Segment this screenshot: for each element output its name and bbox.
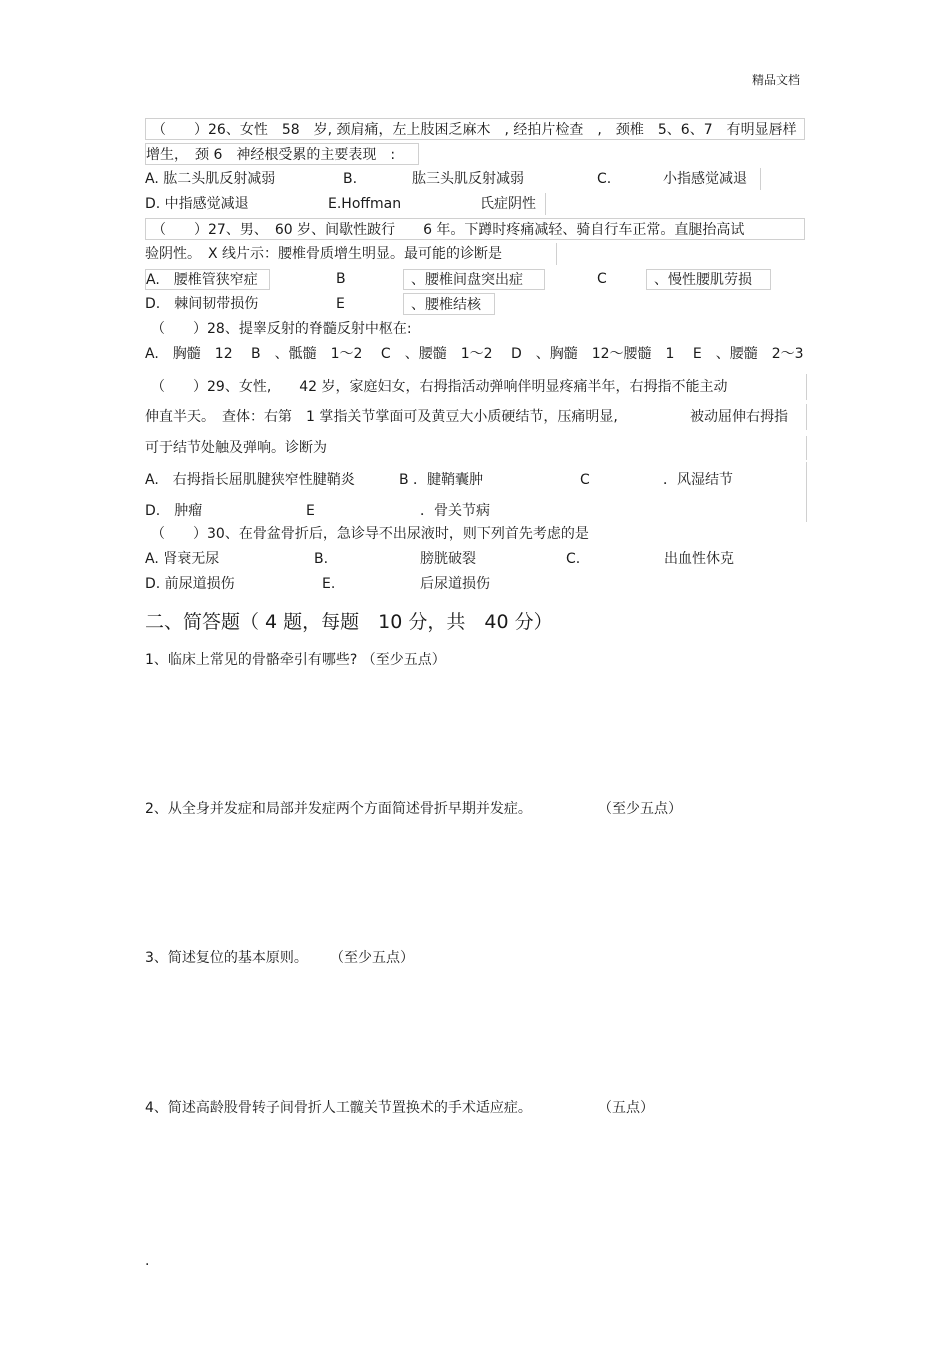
q29-stem-line2a: 伸直半天。 查体：右第 1 掌指关节掌面可及黄豆大小质硬结节，压痛明显, [145,409,618,425]
short-answer-2-note: （至少五点） [598,801,682,817]
q27-option-c-letter: C [597,271,607,287]
q29-option-d: D. 肿瘤 [145,503,203,519]
q27-option-c: 、慢性腰肌劳损 [646,269,771,290]
q26-option-e: 氏症阴性 [480,193,546,215]
footer-dot: . [145,1253,150,1269]
q27-option-a: A. 腰椎管狭窄症 [145,269,270,290]
short-answer-3: 3、简述复位的基本原则。 [145,950,308,966]
q29-option-e: ．骨关节病 [420,503,490,519]
q29-option-a: A. 右拇指长屈肌腱狭窄性腱鞘炎 [145,472,355,488]
q30-option-d: D. 前尿道损伤 [145,576,235,592]
q27-option-e-letter: E [336,296,345,312]
q27-stem-line1: （ ）27、男、 60 岁、间歇性跛行 6 年。下蹲时疼痛减轻、骑自行车正常。直腿抬高试 [145,218,805,240]
q27-option-b: 、腰椎间盘突出症 [403,269,545,290]
short-answer-1: 1、临床上常见的骨骼牵引有哪些? （至少五点） [145,652,446,668]
q29-stem-line1: （ ）29、女性, 42 岁，家庭妇女，右拇指活动弹响伴明显疼痛半年，右拇指不能主动 [145,374,807,400]
q27-option-e: 、腰椎结核 [403,293,495,315]
q26-option-c: 小指感觉减退 [663,168,761,190]
q29-option-b: B ．腱鞘囊肿 [399,472,484,488]
q26-option-c-letter: C. [597,171,612,187]
section-title: 二、简答题（ 4 题，每题 10 分，共 40 分） [145,611,553,633]
q30-option-c-letter: C. [566,551,581,567]
q27-stem-line2: 验阴性。 X 线片示：腰椎骨质增生明显。最可能的诊断是 [145,243,557,265]
page-header-label: 精品文档 [752,73,801,87]
q30-option-a: A. 肾衰无尿 [145,551,220,567]
q26-option-b: 肱三头肌反射减弱 [412,171,524,187]
q30-stem: （ ）30、在骨盆骨折后，急诊导不出尿液时，则下列首先考虑的是 [151,526,589,542]
q30-option-c: 出血性休克 [664,551,734,567]
q26-option-a: A. 肱二头肌反射减弱 [145,171,276,187]
q28-options: A. 胸髓 12 B 、骶髓 1～2 C 、腰髓 1～2 D 、胸髓 12～腰髓 1 E 、腰髓 2～3 [145,346,804,362]
short-answer-4-note: （五点） [598,1100,654,1116]
q29-option-c-letter: C [580,472,590,488]
q30-option-b-letter: B. [314,551,329,567]
q29-option-c: ．风湿结节 [663,472,733,488]
q26-stem-line1: （ ）26、女性 58 岁, 颈肩痛，左上肢困乏麻木 , 经拍片检查 , 颈椎 5、6、7 有明显唇样 [145,118,805,140]
q29-option-e-letter: E [306,503,315,519]
q28-stem: （ ）28、提睾反射的脊髓反射中枢在: [151,321,412,337]
q29-stem-line2b: 被动屈伸右拇指 [690,404,807,430]
q26-option-d: D. 中指感觉减退 [145,196,249,212]
q27-option-d: D. 棘间韧带损伤 [145,296,259,312]
q29-stem-line3: 可于结节处触及弹响。诊断为 [145,436,807,460]
short-answer-2: 2、从全身并发症和局部并发症两个方面简述骨折早期并发症。 [145,801,532,817]
q26-option-b-letter: B. [343,171,358,187]
q29-box-edge [806,462,807,522]
q30-option-e: 后尿道损伤 [420,576,490,592]
q26-option-e-letter: E.Hoffman [328,196,402,212]
q27-option-b-letter: B [336,271,346,287]
short-answer-4: 4、简述高龄股骨转子间骨折人工髋关节置换术的手术适应症。 [145,1100,532,1116]
q30-option-e-letter: E. [322,576,336,592]
short-answer-3-note: （至少五点） [330,950,414,966]
q30-option-b: 膀胱破裂 [420,551,476,567]
q26-stem-line2: 增生， 颈 6 神经根受累的主要表现 : [145,143,419,165]
